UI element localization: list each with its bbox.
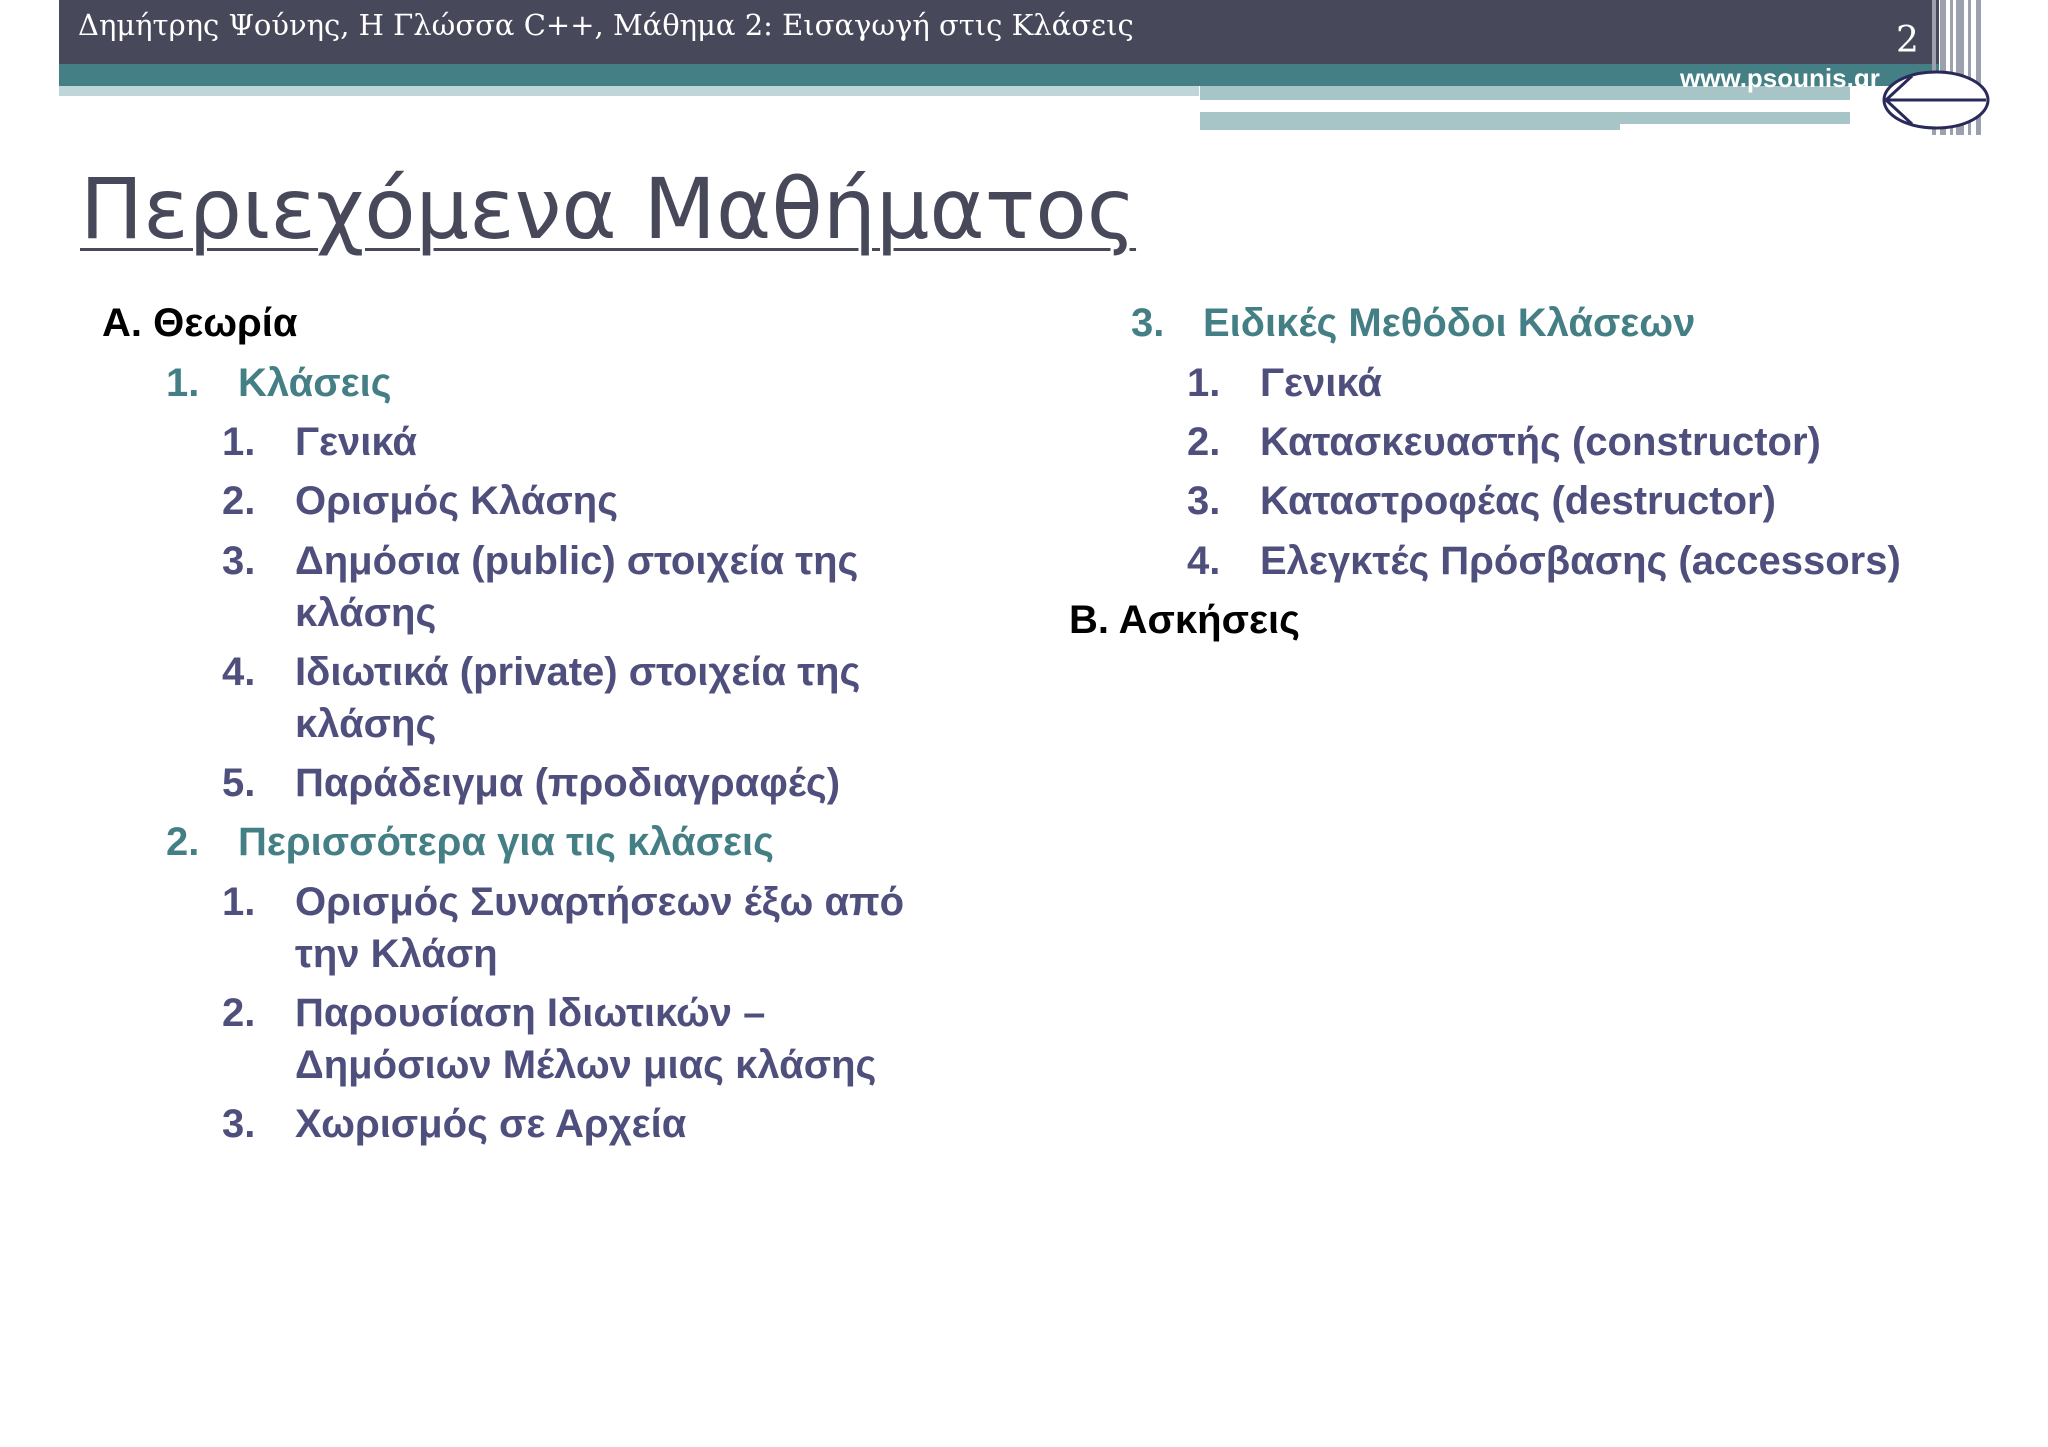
- list-item-label-continued: κλάσης: [295, 591, 437, 635]
- header-title: Δημήτρης Ψούνης, Η Γλώσσα C++, Μάθημα 2: Εισαγωγή στις Κλάσεις: [78, 8, 1134, 42]
- list-item-label: Κατασκευαστής (constructor): [1260, 420, 1821, 464]
- list-item-label: Γενικά: [1260, 361, 1382, 405]
- list-item-label: Ορισμός Συναρτήσεων έξω από: [295, 880, 905, 924]
- section-a-heading: Α. Θεωρία: [102, 301, 298, 345]
- chapter-2-label: Περισσότερα για τις κλάσεις: [238, 820, 774, 864]
- list-item-label: Ιδιωτικά (private) στοιχεία της: [295, 650, 861, 694]
- list-item-label: Γενικά: [295, 420, 417, 464]
- list-item-number: 1.: [1187, 361, 1221, 405]
- list-item-number: 3.: [222, 1102, 256, 1146]
- list-item-label-continued: Δημόσιων Μέλων μιας κλάσης: [295, 1043, 877, 1087]
- list-item-number: 5.: [222, 761, 256, 805]
- chapter-1-label: Κλάσεις: [238, 361, 392, 405]
- list-item-number: 2.: [222, 991, 256, 1035]
- list-item-label: Ελεγκτές Πρόσβασης (accessors): [1260, 539, 1901, 583]
- list-item-label: Καταστροφέας (destructor): [1260, 479, 1776, 523]
- chapter-3-number: 3.: [1131, 301, 1165, 345]
- header-light-stripe: [59, 86, 1199, 96]
- list-item-label-continued: την Κλάση: [295, 932, 498, 976]
- list-item-number: 4.: [1187, 539, 1221, 583]
- list-item-label: Παρουσίαση Ιδιωτικών –: [295, 991, 766, 1035]
- list-item-label-continued: κλάσης: [295, 702, 437, 746]
- chapter-2-number: 2.: [166, 820, 200, 864]
- list-item-label: Δημόσια (public) στοιχεία της: [295, 539, 859, 583]
- page-number: 2: [1896, 20, 1919, 61]
- slide-title: Περιεχόμενα Μαθήματος: [80, 160, 1137, 258]
- list-item-number: 1.: [222, 420, 256, 464]
- header-stripe-lower-right: [1620, 112, 1850, 124]
- list-item-label: Ορισμός Κλάσης: [295, 479, 618, 523]
- chapter-1-number: 1.: [166, 361, 200, 405]
- chapter-3-label: Ειδικές Μεθόδοι Κλάσεων: [1203, 301, 1696, 345]
- list-item-label: Χωρισμός σε Αρχεία: [295, 1102, 687, 1146]
- list-item-number: 4.: [222, 650, 256, 694]
- list-item-number: 1.: [222, 880, 256, 924]
- header-stripe-lower: [1200, 112, 1620, 130]
- header-teal-stripe: [59, 64, 1939, 86]
- section-b-heading: Β. Ασκήσεις: [1069, 598, 1300, 642]
- list-item-number: 3.: [1187, 479, 1221, 523]
- arrow-logo-icon: [1878, 66, 1990, 134]
- list-item-number: 3.: [222, 539, 256, 583]
- list-item-label: Παράδειγμα (προδιαγραφές): [295, 761, 841, 805]
- website-url: www.psounis.gr: [1680, 63, 1880, 93]
- list-item-number: 2.: [1187, 420, 1221, 464]
- list-item-number: 2.: [222, 479, 256, 523]
